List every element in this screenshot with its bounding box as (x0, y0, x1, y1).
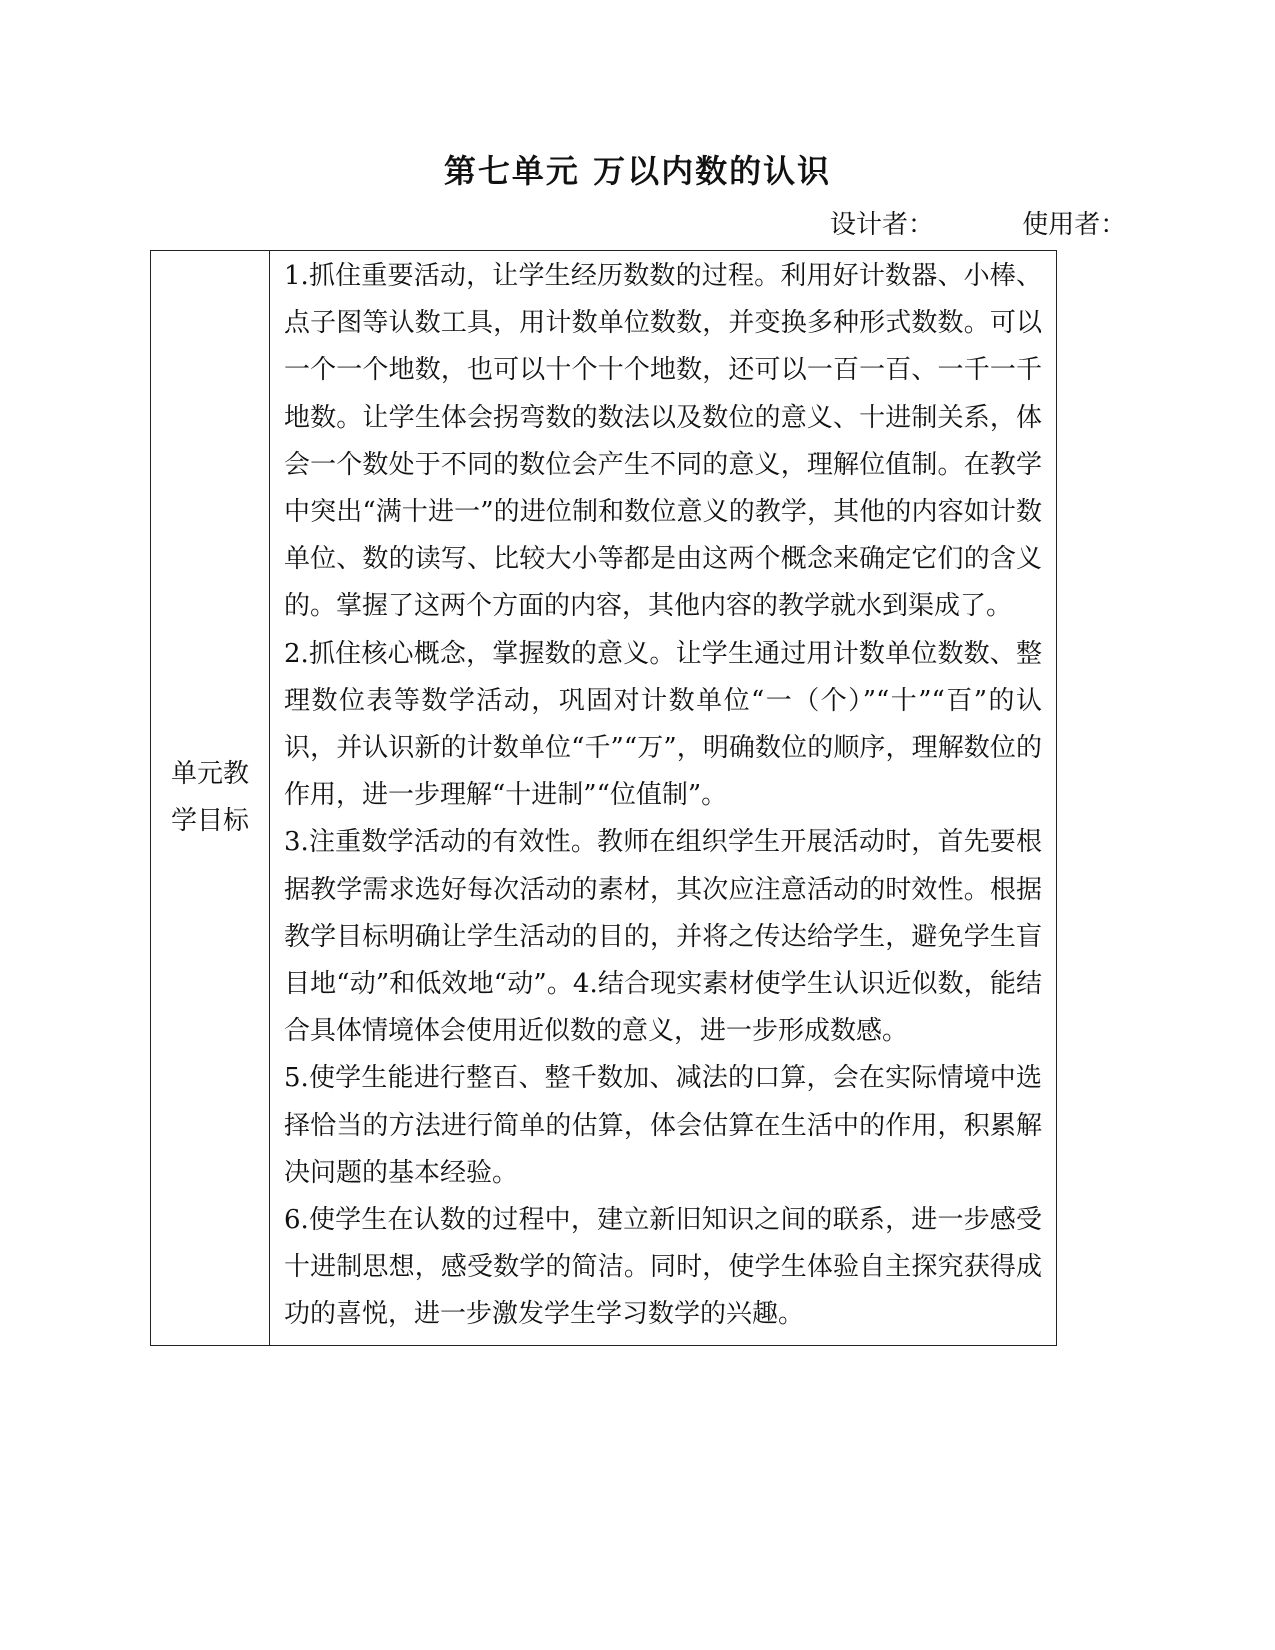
document-title: 第七单元 万以内数的认识 (443, 152, 832, 190)
user-label: 使用者： (1022, 210, 1127, 240)
row-label-cell (151, 251, 270, 1346)
objective-paragraph-2: 2.抓住核心概念，掌握数的意义。让学生通过用计数单位数数、整理数位表等数学活动，巩固对计数单位“一（个）”“十”“百”的认识，并认识新的计数单位“千”“万”，明确数位的顺序，理解数位的作用，进一步理解“十进制”“位值制”。 (284, 638, 1042, 811)
unit-objectives-table (150, 250, 1057, 1346)
designer-label: 设计者： (830, 210, 935, 240)
objective-paragraph-1: 1.抓住重要活动，让学生经历数数的过程。利用好计数器、小棒、点子图等认数工具，用计数单位数数，并变换多种形式数数。可以一个一个地数，也可以十个十个地数，还可以一百一百、一千一千地数。让学生体会拐弯数的数法以及数位的意义、十进制关系，体会一个数处于不同的数位会产生不同的意义，理解位值制。在教学中突出“满十进一”的进位制和数位意义的教学，其他的内容如计数单位、数的读写、比较大小等都是由这两个概念来确定它们的含义的。掌握了这两个方面的内容，其他内容的教学就水到渠成了。 (284, 261, 1042, 622)
objective-paragraph-4: 5.使学生能进行整百、整千数加、减法的口算，会在实际情境中选择恰当的方法进行简单的估算，体会估算在生活中的作用，积累解决问题的基本经验。 (284, 1063, 1042, 1188)
row-label: 单元教学目标 (170, 758, 249, 836)
author-line (830, 204, 1260, 241)
objective-paragraph-3: 3.注重数学活动的有效性。教师在组织学生开展活动时，首先要根据教学需求选好每次活动的素材，其次应注意活动的时效性。根据教学目标明确让学生活动的目的，并将之传达给学生，避免学生盲目地“动”和低效地“动”。4.结合现实素材使学生认识近似数，能结合具体情境体会使用近似数的意义，进一步形成数感。 (284, 827, 1042, 1047)
objective-paragraph-5: 6.使学生在认数的过程中，建立新旧知识之间的联系，进一步感受十进制思想，感受数学的简洁。同时，使学生体验自主探究获得成功的喜悦，进一步激发学生学习数学的兴趣。 (284, 1205, 1042, 1330)
objectives-content-cell (270, 251, 1057, 1346)
table-row (151, 251, 1057, 1346)
